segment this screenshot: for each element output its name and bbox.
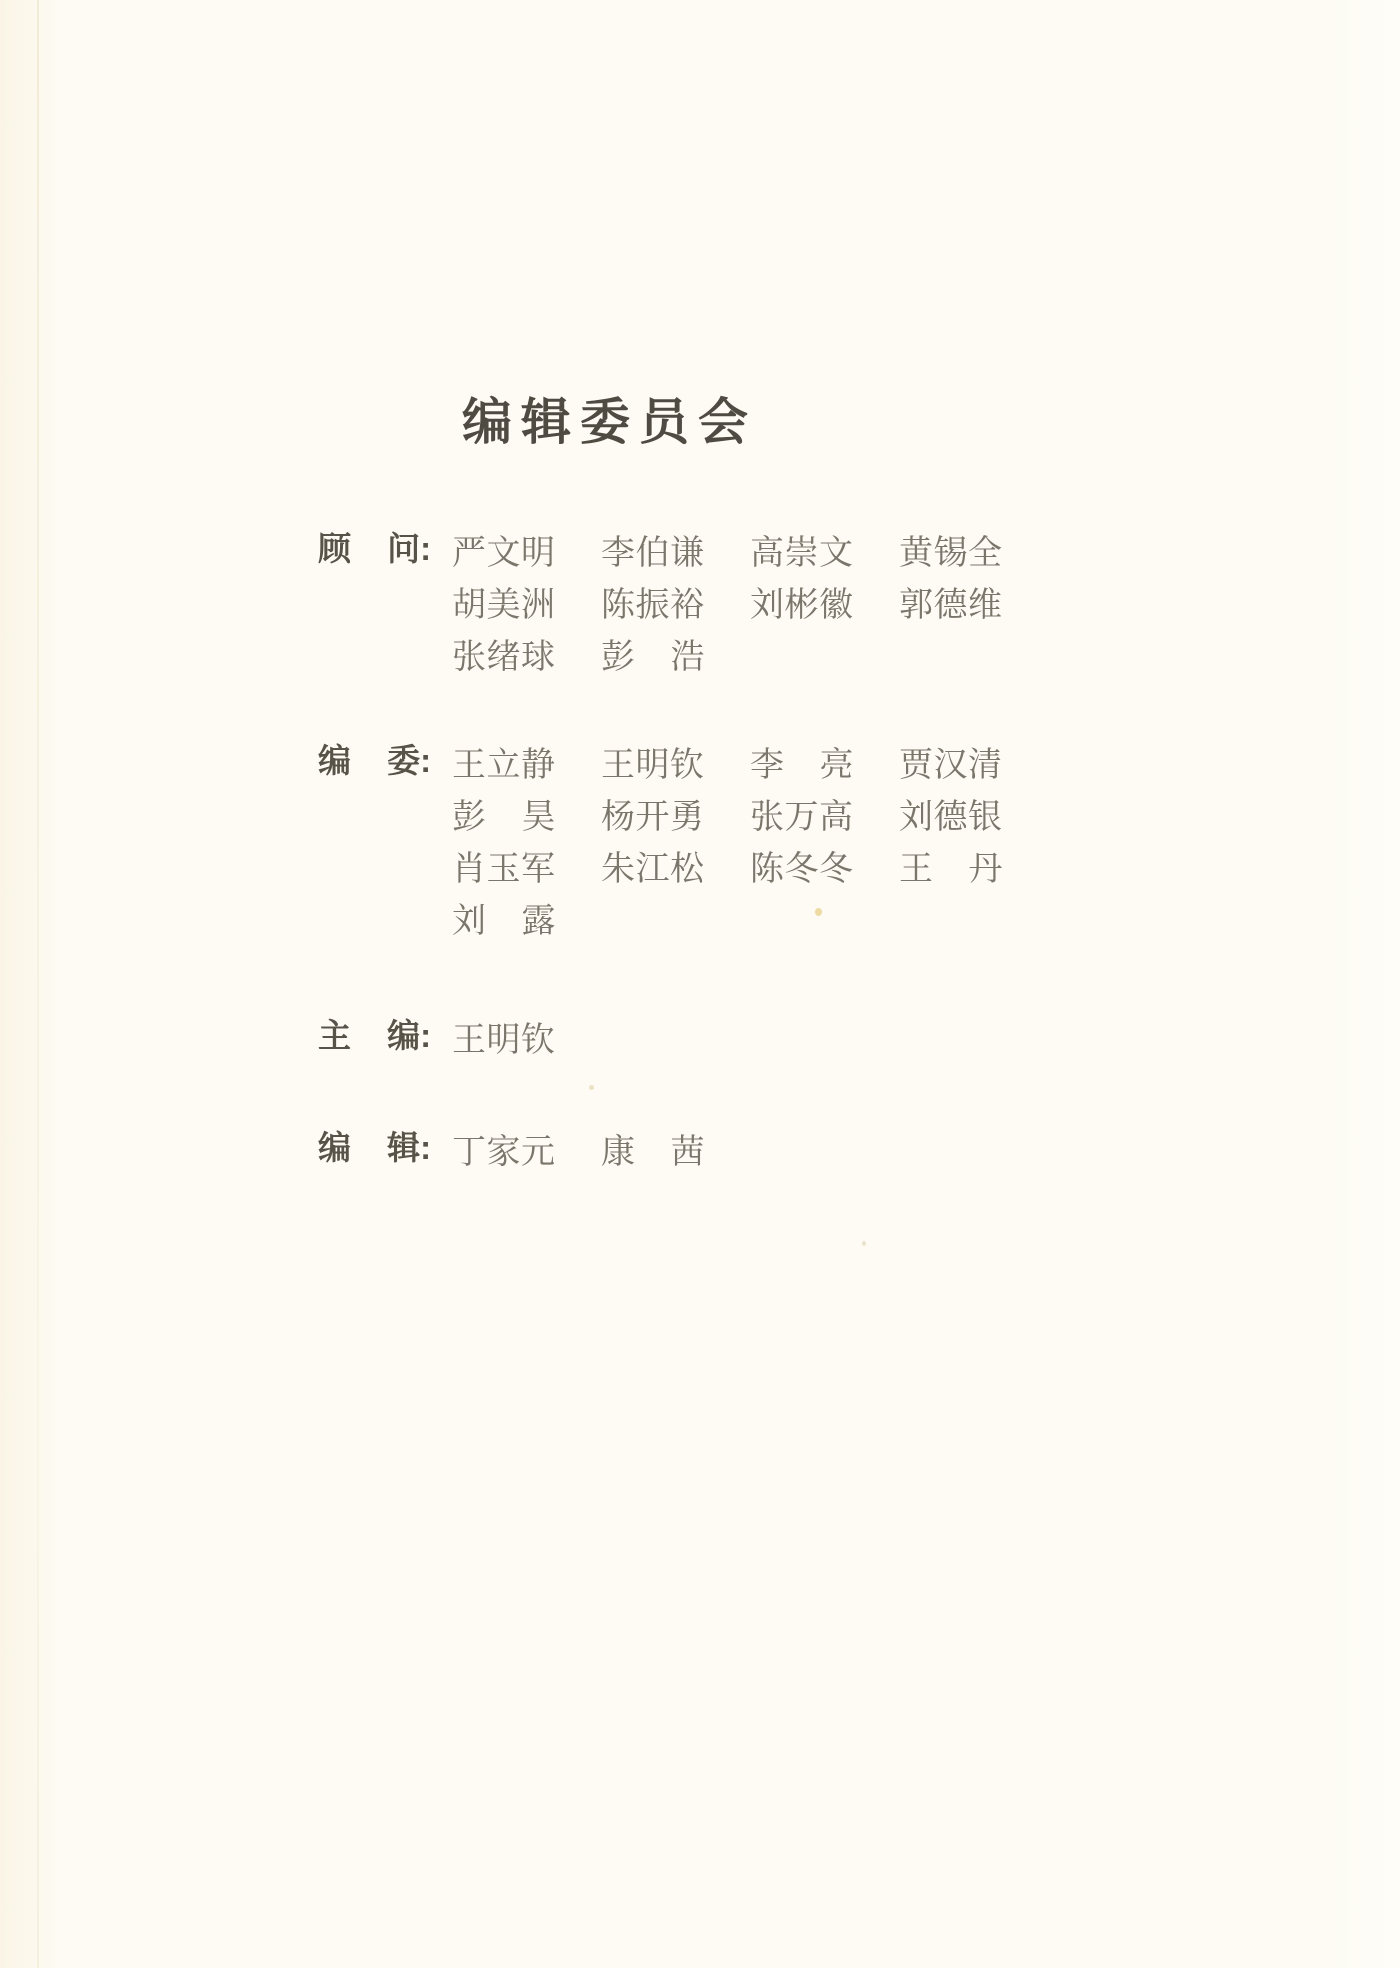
section-chief-editor xyxy=(0,1010,1400,1062)
member-name: 刘彬徽 xyxy=(750,586,854,624)
member-name: 李 亮 xyxy=(750,746,854,784)
member-name: 王明钦 xyxy=(601,746,705,784)
name-line xyxy=(452,627,1400,679)
editors-names xyxy=(452,1122,1400,1174)
name-line xyxy=(452,839,1400,891)
member-name: 王立静 xyxy=(452,746,556,784)
paper-speck xyxy=(862,1241,866,1246)
member-name: 陈振裕 xyxy=(601,586,705,624)
name-line xyxy=(452,787,1400,839)
page-edge-line xyxy=(37,0,39,1968)
section-editors xyxy=(0,1122,1400,1174)
member-name: 肖玉军 xyxy=(452,850,556,888)
paper-speck xyxy=(815,908,822,916)
member-name: 王 丹 xyxy=(899,850,1003,888)
name-line xyxy=(452,1010,1400,1062)
member-name: 丁家元 xyxy=(452,1133,556,1171)
name-line xyxy=(452,891,1400,943)
member-name: 杨开勇 xyxy=(601,798,705,836)
chief-editor-names xyxy=(452,1010,1400,1062)
member-name: 胡美洲 xyxy=(452,586,556,624)
member-name: 陈冬冬 xyxy=(750,850,854,888)
editorial-board-names xyxy=(452,735,1400,943)
member-name: 郭德维 xyxy=(899,586,1003,624)
name-line xyxy=(452,735,1400,787)
paper-speck xyxy=(589,1085,594,1090)
member-name: 彭 浩 xyxy=(601,638,705,676)
name-line xyxy=(452,575,1400,627)
member-name: 李伯谦 xyxy=(601,534,705,572)
section-label-editorial-board: 编 委: xyxy=(318,742,432,779)
member-name: 黄锡全 xyxy=(899,534,1003,572)
section-label-editors: 编 辑: xyxy=(318,1129,432,1166)
section-label-chief-editor: 主 编: xyxy=(318,1017,432,1054)
member-name: 张万高 xyxy=(750,798,854,836)
member-name: 康 茜 xyxy=(601,1133,705,1171)
member-name: 彭 昊 xyxy=(452,798,556,836)
page-title: 编辑委员会 xyxy=(462,394,757,450)
member-name: 高崇文 xyxy=(750,534,854,572)
member-name: 贾汉清 xyxy=(899,746,1003,784)
name-line xyxy=(452,1122,1400,1174)
member-name: 严文明 xyxy=(452,534,556,572)
section-label-advisors: 顾 问: xyxy=(318,530,432,567)
member-name: 朱江松 xyxy=(601,850,705,888)
section-editorial-board xyxy=(0,735,1400,943)
member-name: 刘 露 xyxy=(452,902,556,940)
section-advisors xyxy=(0,523,1400,679)
name-line xyxy=(452,523,1400,575)
member-name: 张绪球 xyxy=(452,638,556,676)
advisors-names xyxy=(452,523,1400,679)
member-name: 刘德银 xyxy=(899,798,1003,836)
member-name: 王明钦 xyxy=(452,1021,556,1059)
